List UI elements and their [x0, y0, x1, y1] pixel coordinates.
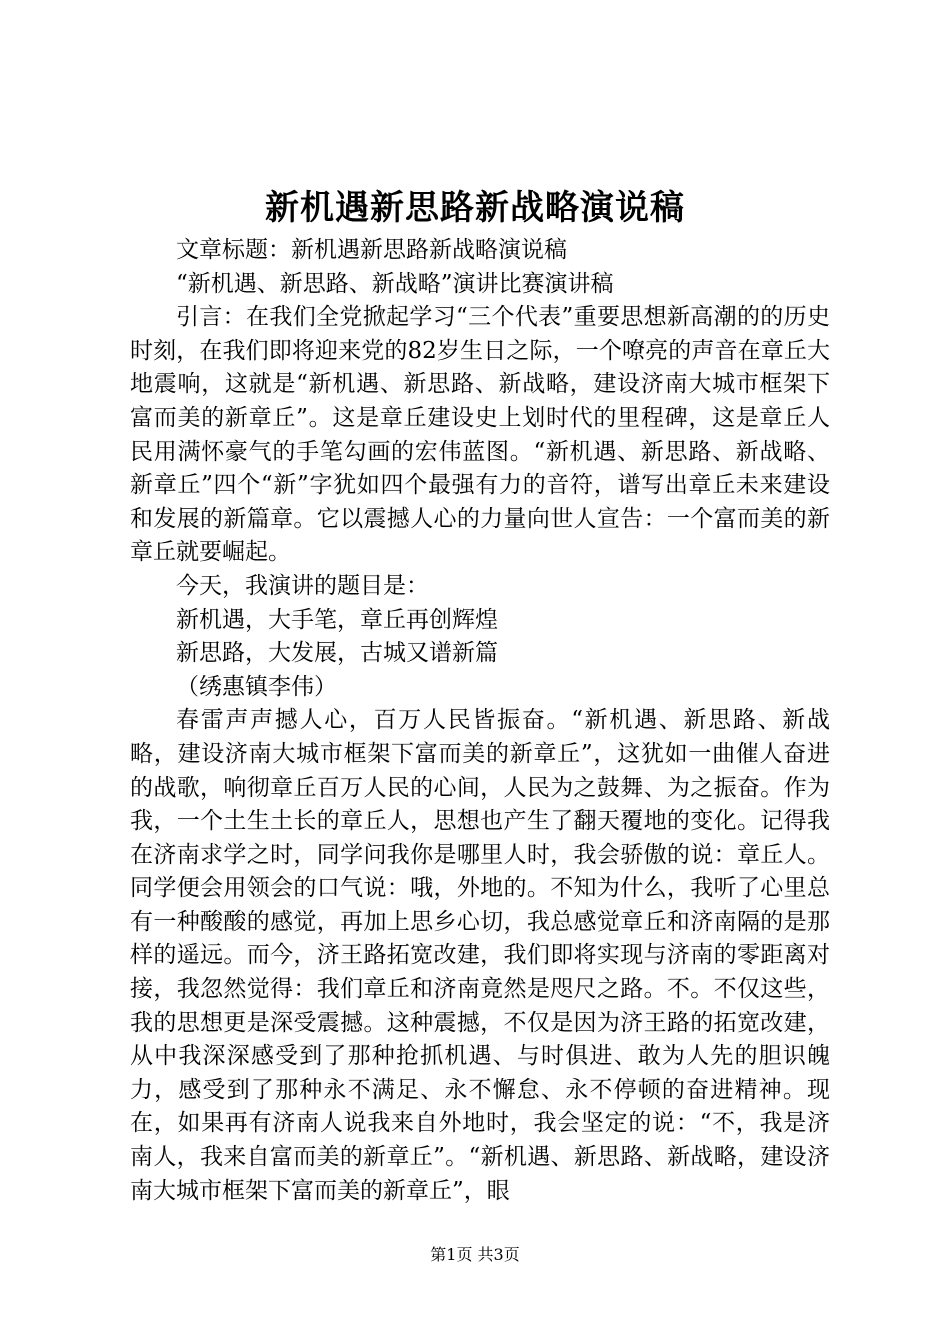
speech-subtitle: “新机遇、新思路、新战略”演讲比赛演讲稿: [176, 270, 614, 297]
page-number-footer: 第1页 共3页: [430, 1245, 520, 1264]
document-title: 新机遇新思路新战略演说稿: [265, 188, 685, 228]
topic-line-1: 新机遇，大手笔，章丘再创辉煌: [176, 606, 498, 633]
document-body: [130, 234, 830, 1208]
article-title-line: 文章标题：新机遇新思路新战略演说稿: [176, 237, 567, 263]
topic-line-2: 新思路，大发展，古城又谱新篇: [176, 640, 498, 667]
author-line: （绣惠镇李伟）: [176, 673, 337, 700]
body-paragraph: 春雷声声撼人心，百万人民皆振奋。“新机遇、新思路、新战略，建设济南大城市框架下富而美的新章丘”，这犹如一曲催人奋进的战歌，响彻章丘百万人民的心间，人民为之鼓舞、为之振奋。作为我，一个土生土长的章丘人，思想也产生了翻天覆地的变化。记得我在济南求学之时，同学问我你是哪里人时，我会骄傲的说：章丘人。同学便会用领会的口气说：哦，外地的。不知为什么，我听了心里总有一种酸酸的感觉，再加上思乡心切，我总感觉章丘和济南隔的是那样的遥远。而今，济王路拓宽改建，我们即将实现与济南的零距离对接，我忽然觉得：我们章丘和济南竟然是咫尺之路。不。不仅这些，我的思想更是深受震撼。这种震撼，不仅是因为济王路的拓宽改建，从中我深深感受到了那种抢抓机遇、与时俱进、敢为人先的胆识魄力，感受到了那种永不满足、永不懈怠、永不停顿的奋进精神。现在，如果再有济南人说我来自外地时，我会坚定的说：“不，我是济南人，我来自富而美的新章丘”。“新机遇、新思路、新战略，建设济南大城市框架下富而美的新章丘”，眼: [130, 707, 830, 1204]
introduction-paragraph: 引言：在我们全党掀起学习“三个代表”重要思想新高潮的的历史时刻，在我们即将迎来党的82岁生日之际，一个嘹亮的声音在章丘大地震响，这就是“新机遇、新思路、新战略，建设济南大城市框架下富而美的新章丘”。这是章丘建设史上划时代的里程碑，这是章丘人民用满怀豪气的手笔勾画的宏伟蓝图。“新机遇、新思路、新战略、新章丘”四个“新”字犹如四个最强有力的音符，谱写出章丘未来建设和发展的新篇章。它以震撼人心的力量向世人宣告：一个富而美的新章丘就要崛起。: [130, 304, 830, 566]
topic-intro-line: 今天，我演讲的题目是：: [176, 572, 429, 599]
